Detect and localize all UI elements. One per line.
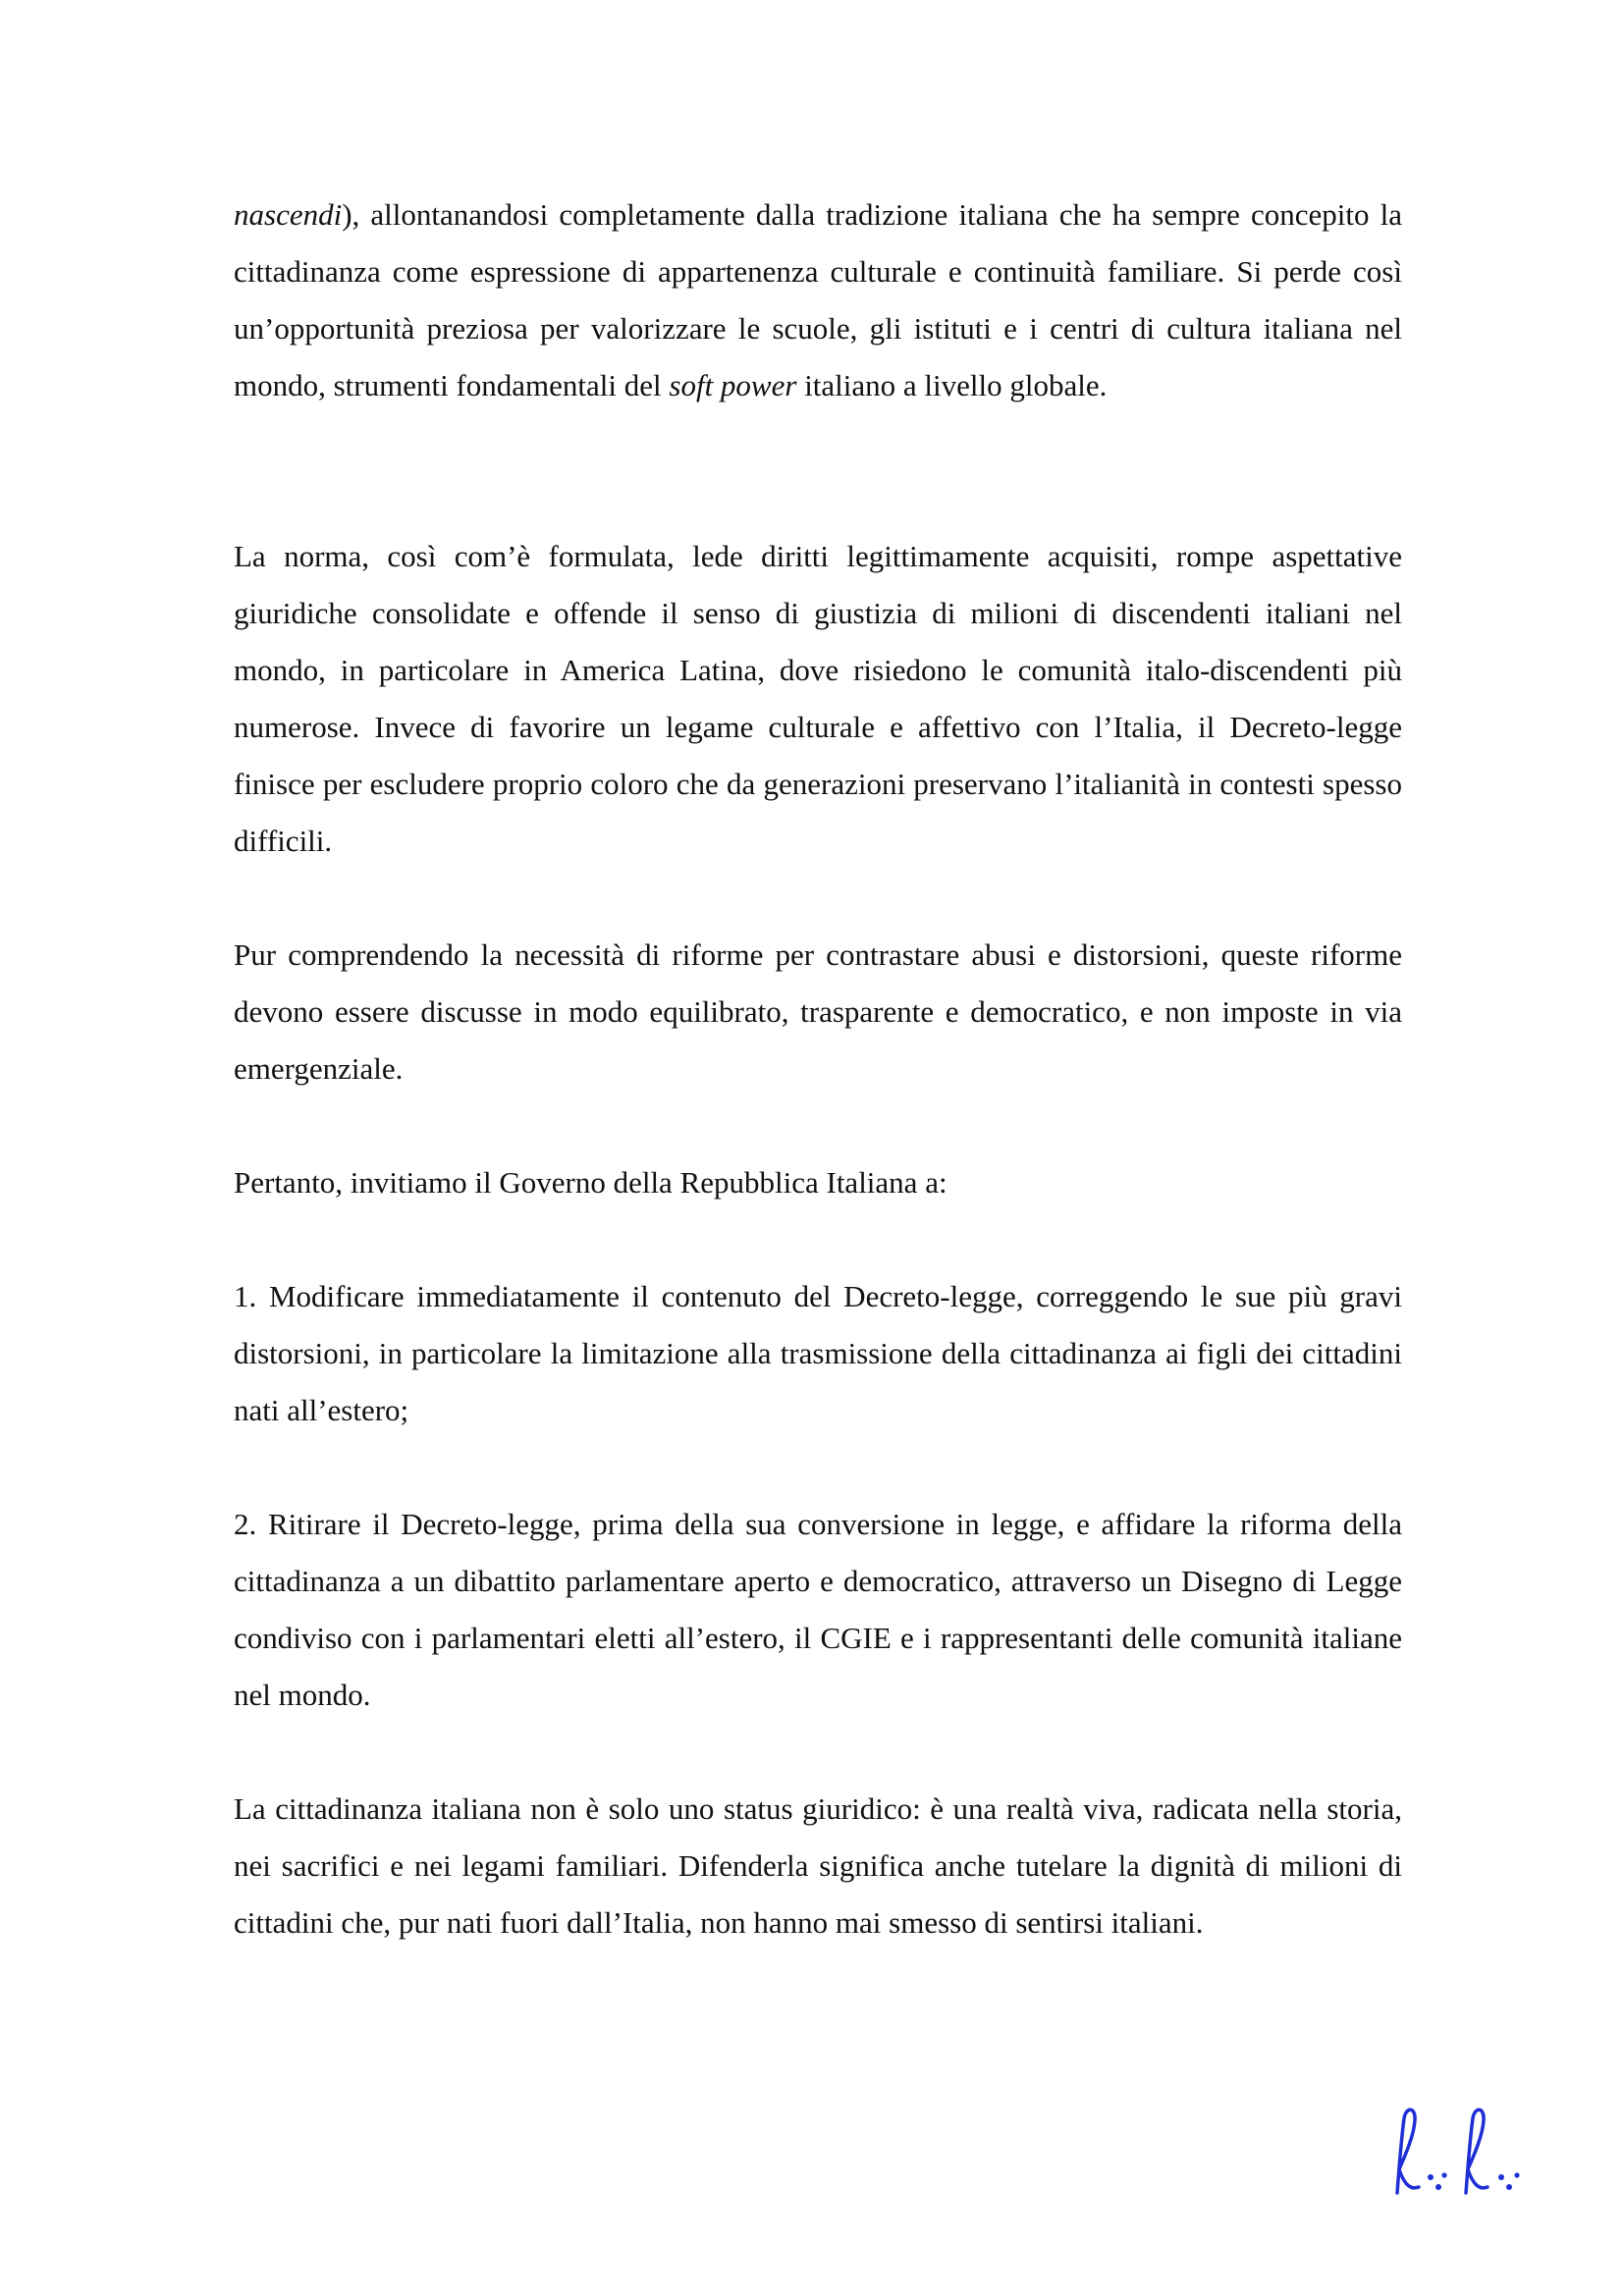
list-item-2 xyxy=(234,1496,1402,1724)
paragraph-7 xyxy=(234,1781,1402,1951)
handwritten-signature-icon xyxy=(1380,2099,1546,2207)
paragraph-2 xyxy=(234,528,1402,870)
paragraph-1-segment-1: nascendi xyxy=(234,197,343,232)
list-item-1-text: 1. Modificare immediatamente il contenuto del Decreto-legge, correggendo le sue più gravi distorsioni, in particolare la limitazione alla trasmissione della cittadinanza ai figli dei cittadini nati all’estero; xyxy=(234,1279,1402,1427)
paragraph-1 xyxy=(234,187,1402,414)
paragraph-3 xyxy=(234,927,1402,1097)
paragraph-2-text: La norma, così com’è formulata, lede diritti legittimamente acquisiti, rompe aspettative giuridiche consolidate e offende il senso di giustizia di milioni di discendenti italiani nel mondo, in particolare in America Latina, dove risiedono le comunità italo-discendenti più numerose. Invece di favorire un legame culturale e affettivo con l’Italia, il Decreto-legge finisce per escludere proprio coloro che da generazioni preservano l’italianità in contesti spesso difficili. xyxy=(234,539,1402,858)
paragraph-3-text: Pur comprendendo la necessità di riforme per contrastare abusi e distorsioni, queste riforme devono essere discusse in modo equilibrato, trasparente e democratico, e non imposte in via emergenziale. xyxy=(234,937,1402,1086)
paragraph-4 xyxy=(234,1154,1402,1211)
paragraph-1-segment-2: ), allontanandosi completamente dalla tradizione italiana che ha sempre concepito la cittadinanza come espressione di appartenenza culturale e continuità familiare. Si perde così un’opportunità preziosa per valorizzare le scuole, gli istituti e i centri di cultura italiana nel mondo, strumenti fondamentali del xyxy=(234,197,1402,402)
paragraph-1-segment-4: italiano a livello globale. xyxy=(796,368,1108,402)
paragraph-4-text: Pertanto, invitiamo il Governo della Repubblica Italiana a: xyxy=(234,1165,947,1200)
paragraph-7-text: La cittadinanza italiana non è solo uno status giuridico: è una realtà viva, radicata nella storia, nei sacrifici e nei legami familiari. Difenderla significa anche tutelare la dignità di milioni di cittadini che, pur nati fuori dall’Italia, non hanno mai smesso di sentirsi italiani. xyxy=(234,1791,1402,1940)
paragraph-1-segment-3: soft power xyxy=(669,368,797,402)
list-item-2-text: 2. Ritirare il Decreto-legge, prima della sua conversione in legge, e affidare la riforma della cittadinanza a un dibattito parlamentare aperto e democratico, attraverso un Disegno di Legge condiviso con i parlamentari eletti all’estero, il CGIE e i rappresentanti delle comunità italiane nel mondo. xyxy=(234,1507,1402,1712)
list-item-1 xyxy=(234,1268,1402,1439)
